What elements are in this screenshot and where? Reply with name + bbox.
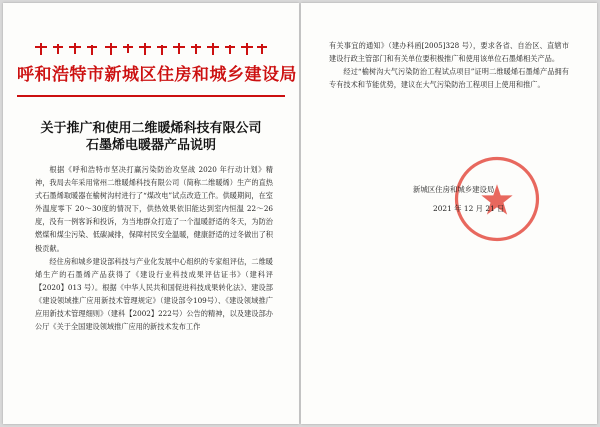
mongolian-script-line <box>35 43 267 55</box>
paragraph: 经住房和城乡建设部科技与产业化发展中心组织的专家组评估，二维暖烯生产的石墨烯产品获得了《建设行业科技成果评估证书》（建科评【2020】013 号）。根据《中华人民共和国促进科技成果转化法》、建设部《建设领域推广应用新技术管理规定》（建设部令109号）、《建设领域推广应用新技术管理细则》（建科【2002】222号）公告的精神，以及建设部办公厅《关于全国建设领域推广应用的新技术发布工作 <box>35 256 273 332</box>
header-divider <box>17 95 285 97</box>
right-page <box>301 3 597 424</box>
paragraph: 经过“榆树沟大气污染防治工程试点项目”证明二维暖烯石墨烯产品拥有专有技术和节能优势，建议在大气污染防治工程项目上使用和推广。 <box>329 67 569 90</box>
issuer-header: 呼和浩特市新城区住房和城乡建设局 <box>17 65 297 85</box>
signature-organization: 新城区住房和城乡建设局 <box>413 185 495 194</box>
document-title-line1: 关于推广和使用二维暖烯科技有限公司 <box>40 121 262 136</box>
left-body <box>35 163 273 333</box>
signature-date: 2021 年 12 月 21 日 <box>433 204 505 213</box>
paragraph: 有关事宜的通知》（建办科函[2005]328 号），要求各省、自治区、直辖市建设行政主管部门和有关单位要积极推广和使用该单位石墨烯相关产品。 <box>329 41 569 64</box>
document-title-line2: 石墨烯电暖器产品说明 <box>85 138 216 153</box>
paragraph: 根据《呼和浩特市坚决打赢污染防治攻坚战 2020 年行动计划》精神，我局去年采用常州二维暖烯科技有限公司（简称二维暖烯）生产的直热式石墨烯取暖器在榆树沟村进行了“煤改电”试点改造工作。供暖期间，在室外温度零下 20～30度的情况下，供热效果依旧能达到室内恒温 22～26 度，没有一例客诉和投诉，为当地群众打造了一个温暖舒适的冬天，为防治燃煤和煤尘污染、低碳减排，保障村民安全温暖，健康舒适的过冬做出了积极贡献。 <box>35 165 273 253</box>
official-seal-icon <box>451 153 543 245</box>
left-page <box>3 3 299 424</box>
right-body <box>329 39 569 91</box>
